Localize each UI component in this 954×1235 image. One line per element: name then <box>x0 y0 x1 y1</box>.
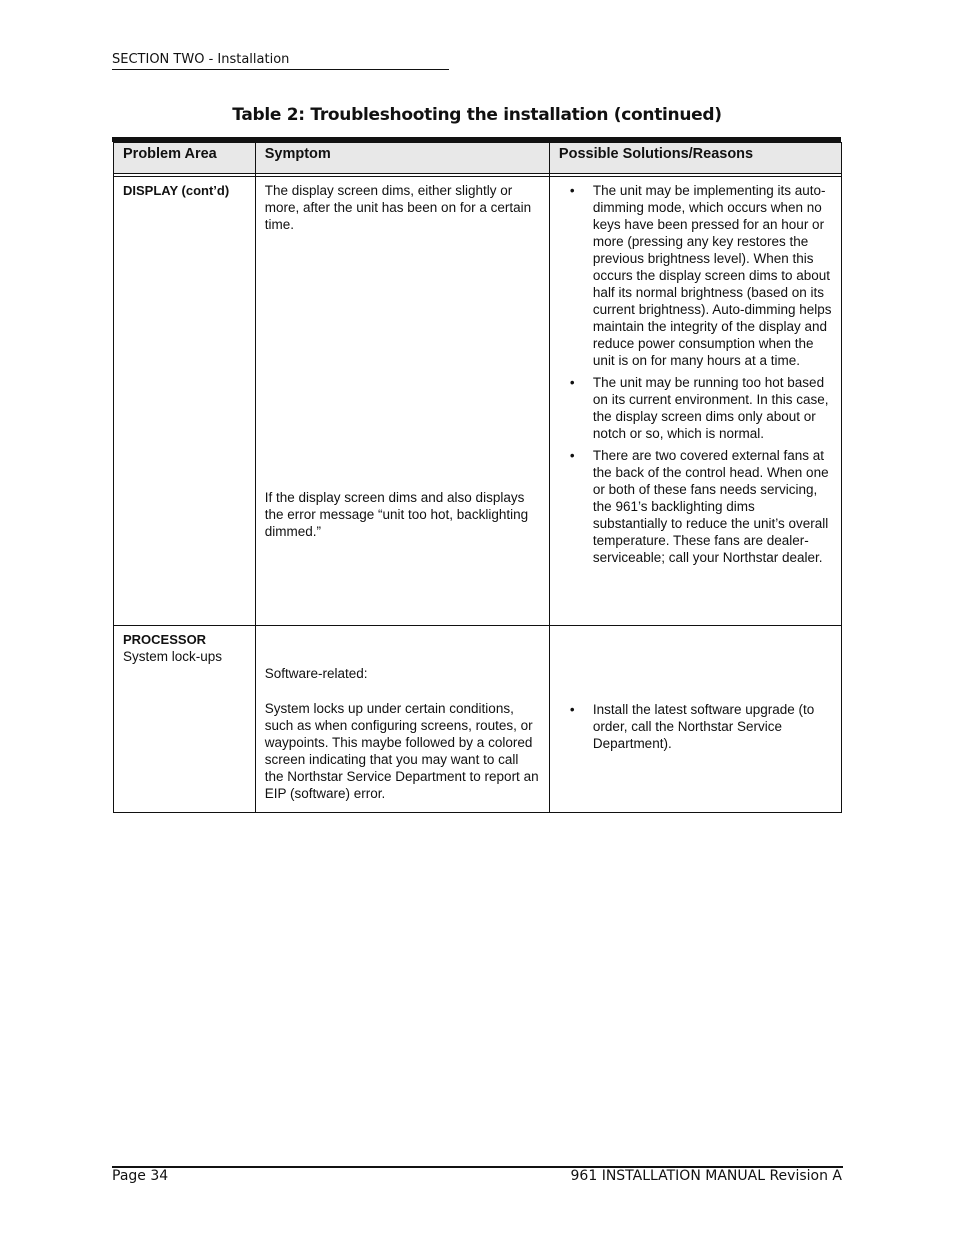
table-title: Table 2: Troubleshooting the installation (continued) <box>232 105 722 125</box>
header-divider <box>112 69 449 70</box>
table-header-row <box>114 143 842 174</box>
table-row <box>114 626 842 813</box>
bullet-icon: • <box>569 702 575 717</box>
troubleshooting-table <box>113 142 842 813</box>
symptom-text-secondary: If the display screen dims and also displays the error message “unit too hot, backlighting dimmed.” <box>264 490 529 539</box>
problem-area-label: PROCESSOR <box>123 632 207 647</box>
column-header-problem-area: Problem Area <box>114 143 256 174</box>
list-item: • Install the latest software upgrade (to order, call the Northstar Service Department). <box>569 702 815 751</box>
symptom-cell <box>255 626 549 813</box>
solutions-cell <box>549 177 841 626</box>
solutions-list <box>559 701 832 752</box>
problem-area-label: DISPLAY (cont’d) <box>123 183 230 198</box>
problem-area-sublabel: System lock-ups <box>123 649 223 664</box>
running-header: SECTION TWO - Installation <box>112 52 290 67</box>
bullet-icon: • <box>569 375 575 390</box>
column-header-solutions: Possible Solutions/Reasons <box>549 143 841 174</box>
table-row <box>114 177 842 626</box>
column-header-symptom: Symptom <box>255 143 549 174</box>
list-item: • The unit may be implementing its auto-dimming mode, which occurs when no keys have been pressed for an hour or more (pressing any key restores the previous brightness level). When this occurs the display screen dims to about half its normal brightness (based on its current brightness). Auto-dimming helps maintain the integrity of the display and reduce power consumption when the unit is on for many hours at a time. <box>569 183 832 368</box>
problem-area-cell <box>114 177 256 626</box>
solutions-list <box>559 182 832 566</box>
bullet-icon: • <box>569 448 575 463</box>
symptom-label: Software-related: <box>264 666 368 681</box>
list-item: • There are two covered external fans at the back of the control head. When one or both of these fans needs servicing, the 961’s backlighting dims substantially to reduce the unit’s overall temperature. These fans are dealer-serviceable; call your Northstar dealer. <box>569 448 829 565</box>
bullet-icon: • <box>569 183 575 198</box>
symptom-text: The display screen dims, either slightly or more, after the unit has been on for a certain time. <box>264 183 532 232</box>
solutions-cell <box>549 626 841 813</box>
symptom-cell <box>255 177 549 626</box>
symptom-text: System locks up under certain conditions, such as when configuring screens, routes, or waypoints. This maybe followed by a colored screen indicating that you may want to call the Northstar Service Department to report an EIP (software) error. <box>264 701 539 801</box>
page-number: Page 34 <box>112 1168 169 1184</box>
manual-title: 961 INSTALLATION MANUAL Revision A <box>570 1168 842 1184</box>
problem-area-cell <box>114 626 256 813</box>
list-item: • The unit may be running too hot based on its current environment. In this case, the display screen dims only about or notch or so, which is normal. <box>569 375 829 441</box>
